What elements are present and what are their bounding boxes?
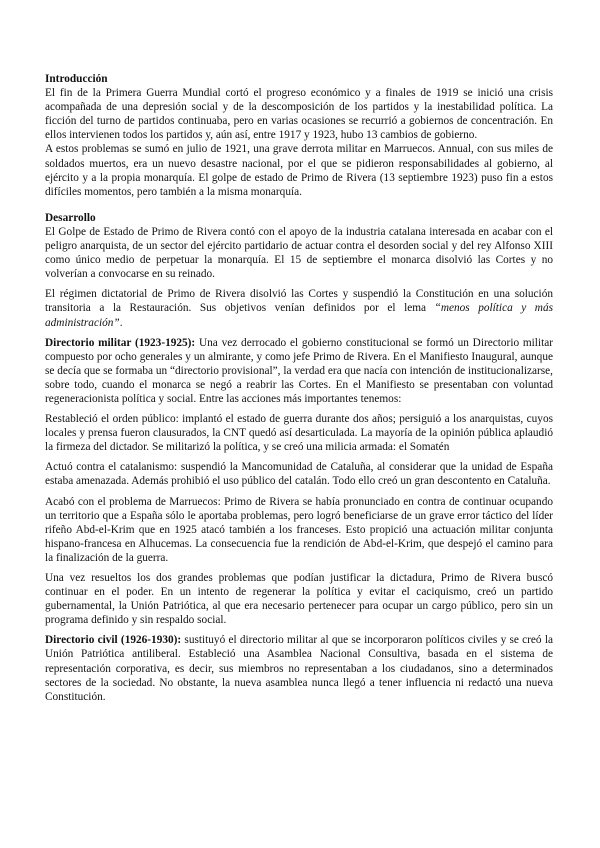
desarrollo-heading: Desarrollo — [45, 211, 96, 224]
regime-motto: “menos política y más administración” — [45, 302, 553, 329]
directorio-militar-title: Directorio militar (1923-1925): — [45, 336, 196, 349]
directorio-civil-paragraph — [45, 633, 553, 703]
paragraph-end: . — [119, 316, 123, 329]
intro-paragraph-1: El fin de la Primera Guerra Mundial cortó el progreso económico y a finales de 1919 se inició una crisis acompañada de una depresión social y de la descomposición de los partidos y la inestabilidad política. La ficción del turno de partidos continuaba, pero en varias ocasiones se recurrió a gobiernos de concentración. En ellos intervienen todos los partidos y, aún así, entre 1917 y 1923, hubo 13 cambios de gobierno. — [45, 87, 553, 142]
directorio-civil-title: Directorio civil (1926-1930): — [45, 634, 182, 647]
orden-publico-paragraph: Restableció el orden público: implantó el estado de guerra durante dos años; persiguió a los anarquistas, cuyos locales y prensa fueron clausurados, la CNT quedó así desarticulada. La mayoría de la opinión pública aplaudió la firmeza del dictador. Se militarizó la política, y se creó una milicia armada: el Somatén — [45, 413, 553, 454]
directorio-civil-text: sustituyó el directorio militar al que se incorporaron políticos civiles y se creó la Unión Patriótica antiliberal. Estableció una Asamblea Nacional Consultiva, basada en el sistema de representación corporativa, es decir, sus miembros no representaban a los ciudadanos, sino a determinados sectores de la sociedad. No obstante, la nueva asamblea nunca llegó a tener influencia ni redactó una nueva Constitución. — [45, 634, 553, 703]
document-page — [45, 72, 553, 704]
resueltos-paragraph: Una vez resueltos los dos grandes problemas que podían justificar la dictadura, Primo de Rivera buscó continuar en el poder. En un intento de regenerar la política y evitar el caciquismo, creó un partido gubernamental, la Unión Patriótica, al que era necesario pertenecer para ocupar un cargo público, pero sin un programa definido y sin respaldo social. — [45, 572, 553, 627]
intro-paragraph-2: A estos problemas se sumó en julio de 1921, una grave derrota militar en Marruecos. Annual, con sus miles de soldados muertos, era un nuevo desastre nacional, por el que se pidieron responsabilidades al gobierno, al ejército y a la propia monarquía. El golpe de estado de Primo de Rivera (13 septiembre 1923) puso fin a estos difíciles momentos, pero también a la misma monarquía. — [45, 143, 553, 198]
directorio-militar-paragraph — [45, 336, 553, 406]
desarrollo-paragraph-2 — [45, 287, 553, 329]
paragraph-text: El régimen dictatorial de Primo de Rivera disolvió las Cortes y suspendió la Constitución en una solución transitoria a la Restauración. Sus objetivos venían definidos por el lema — [45, 288, 553, 315]
directorio-militar-text: Una vez derrocado el gobierno constitucional se formó un Directorio militar compuesto por ocho generales y un almirante, y como jefe Primo de Rivera. En el Manifiesto Inaugural, aunque se decía que se formaba un “directorio provisional”, la verdad era que nacía con intención de institucionalizarse, sobre todo, cuando el monarca se negó a reabrir las Cortes. En el Manifiesto se presentaban con voluntad regeneracionista política y social. Entre las acciones más importantes tenemos: — [45, 336, 554, 405]
desarrollo-paragraph-1: El Golpe de Estado de Primo de Rivera contó con el apoyo de la industria catalana interesada en acabar con el peligro anarquista, de un sector del ejército partidario de actuar contra el desorden social y del rey Alfonso XIII como único medio de perpetuar la monarquía. El 15 de septiembre el monarca disolvió las Cortes y no volverían a convocarse en su reinado. — [45, 225, 553, 281]
marruecos-paragraph: Acabó con el problema de Marruecos: Primo de Rivera se había pronunciado en contra de continuar ocupando un territorio que a España sólo le aportaba problemas, pero logró beneficiarse de un grave error táctico del líder rifeño Abd-el-Krim que en 1925 atacó también a los franceses. Esto propició una actuación militar conjunta hispano-francesa en Alhucemas. La consecuencia fue la rendición de Abd-el-Krim, que despejó el camino para la finalización de la guerra. — [45, 495, 553, 564]
intro-heading: Introducción — [45, 73, 108, 85]
catalanismo-paragraph: Actuó contra el catalanismo: suspendió la Mancomunidad de Cataluña, al considerar que la unidad de España estaba amenazada. Además prohibió el uso público del catalán. Todo ello creó un gran descontento en Cataluña. — [45, 461, 553, 488]
